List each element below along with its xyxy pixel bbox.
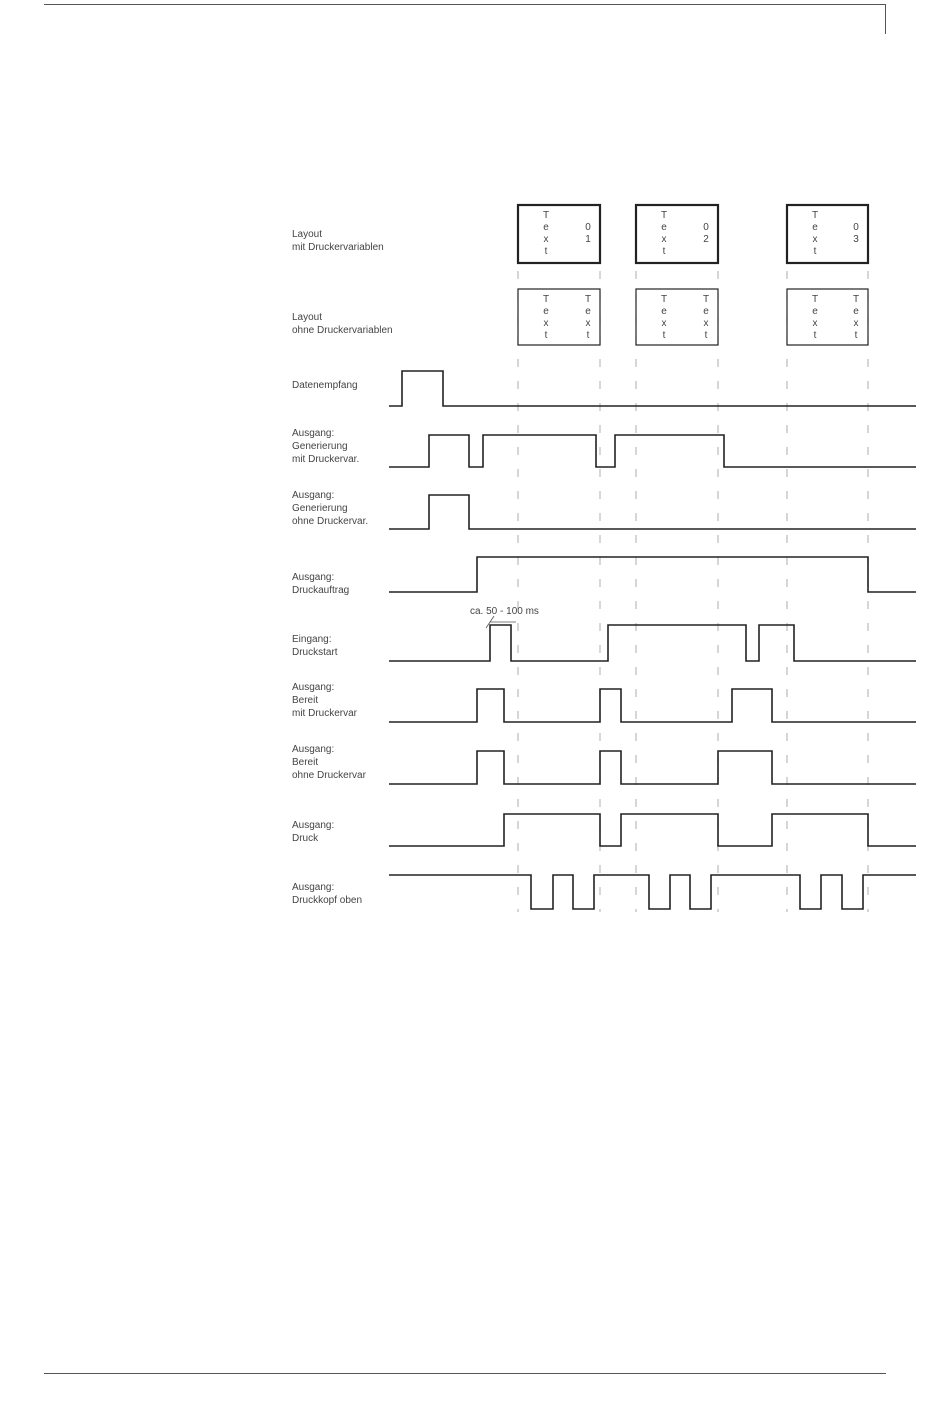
layout-box-without-vars-3-right-char-1: T: [852, 294, 860, 305]
layout-box-with-vars-3: [787, 205, 868, 263]
signal-generierung-mit-druckervar: [389, 435, 916, 467]
layout-box-with-vars-2-left-char-3: x: [661, 234, 667, 245]
row-label-10-line-2: Druck: [292, 833, 319, 844]
signal-generierung-ohne-druckervar: [389, 495, 916, 529]
signal-druck: [389, 814, 916, 846]
layout-box-with-vars-3-left-char-4: t: [813, 246, 817, 257]
signal-datenempfang: [389, 371, 916, 406]
layout-box-without-vars-3: [787, 289, 868, 345]
layout-box-without-vars-2-left-char-2: e: [661, 306, 667, 317]
row-label-8-line-2: Bereit: [292, 695, 319, 706]
row-label-4-line-1: Ausgang:: [292, 428, 335, 439]
layout-box-without-vars-1-right-char-2: e: [585, 306, 591, 317]
layout-box-with-vars-3-left-char-1: T: [811, 210, 819, 221]
row-label-7-line-1: Eingang:: [292, 634, 332, 645]
signal-waveforms: [389, 371, 916, 909]
layout-box-without-vars-1-left-char-3: x: [543, 318, 549, 329]
signal-bereit-mit-druckervar: [389, 689, 916, 722]
row-label-10-line-1: Ausgang:: [292, 820, 335, 831]
layout-box-without-vars-3-left-char-3: x: [812, 318, 818, 329]
layout-box-with-vars-1-left-char-4: t: [544, 246, 548, 257]
row-label-7-line-2: Druckstart: [292, 647, 338, 658]
row-label-6-line-2: Druckauftrag: [292, 585, 350, 596]
layout-box-without-vars-1: [518, 289, 600, 345]
layout-box-with-vars-2: [636, 205, 718, 263]
layout-box-with-vars-3-left-char-3: x: [812, 234, 818, 245]
layout-box-without-vars-1-left-char-4: t: [544, 330, 548, 341]
layout-box-without-vars-1-left-char-2: e: [543, 306, 549, 317]
row-label-1-line-1: Layout: [292, 229, 323, 240]
row-label-8-line-3: mit Druckervar: [292, 708, 358, 719]
row-label-4-line-3: mit Druckervar.: [292, 454, 360, 465]
layout-box-with-vars-3-right-char-1: 0: [853, 222, 859, 233]
timing-annotation-text: ca. 50 - 100 ms: [470, 606, 539, 617]
layout-box-without-vars-1-right-char-1: T: [584, 294, 592, 305]
row-label-9-line-3: ohne Druckervar: [292, 770, 366, 781]
signal-bereit-ohne-druckervar: [389, 751, 916, 784]
layout-box-without-vars-3-left-char-4: t: [813, 330, 817, 341]
row-label-2-line-1: Layout: [292, 312, 323, 323]
layout-box-with-vars-1-left-char-3: x: [543, 234, 549, 245]
layout-box-with-vars-2-left-char-4: t: [662, 246, 666, 257]
layout-box-without-vars-2-right-char-2: e: [703, 306, 709, 317]
row-label-3-line-1: Datenempfang: [292, 380, 358, 391]
row-label-5-line-3: ohne Druckervar.: [292, 516, 369, 527]
layout-box-without-vars-3-left-char-1: T: [811, 294, 819, 305]
layout-box-with-vars-2-right-char-2: 2: [703, 234, 709, 245]
signal-druckkopf-oben: [389, 875, 916, 909]
layout-box-without-vars-2-left-char-1: T: [660, 294, 668, 305]
layout-box-with-vars-2-left-char-1: T: [660, 210, 668, 221]
layout-box-without-vars-1-right-char-3: x: [585, 318, 591, 329]
row-label-9-line-2: Bereit: [292, 757, 319, 768]
row-label-6-line-1: Ausgang:: [292, 572, 335, 583]
layout-box-with-vars-1-left-char-1: T: [542, 210, 550, 221]
layout-boxes: [518, 205, 868, 345]
layout-box-without-vars-2-left-char-4: t: [662, 330, 666, 341]
layout-box-without-vars-2-left-char-3: x: [661, 318, 667, 329]
layout-box-without-vars-1-right-char-4: t: [586, 330, 590, 341]
layout-box-with-vars-1-right-char-2: 1: [585, 234, 591, 245]
layout-box-without-vars-3-left-char-2: e: [812, 306, 818, 317]
layout-box-with-vars-3-right-char-2: 3: [853, 234, 859, 245]
signal-druckstart: [389, 625, 916, 661]
layout-box-without-vars-2-right-char-4: t: [704, 330, 708, 341]
layout-box-with-vars-2-left-char-2: e: [661, 222, 667, 233]
layout-box-without-vars-2-right-char-1: T: [702, 294, 710, 305]
row-label-5-line-2: Generierung: [292, 503, 348, 514]
layout-box-without-vars-3-right-char-3: x: [853, 318, 859, 329]
layout-box-with-vars-1-left-char-2: e: [543, 222, 549, 233]
layout-box-with-vars-3-left-char-2: e: [812, 222, 818, 233]
signal-druckauftrag: [389, 557, 916, 592]
row-label-11-line-1: Ausgang:: [292, 882, 335, 893]
row-label-9-line-1: Ausgang:: [292, 744, 335, 755]
row-label-4-line-2: Generierung: [292, 441, 348, 452]
layout-box-without-vars-3-right-char-2: e: [853, 306, 859, 317]
row-label-1-line-2: mit Druckervariablen: [292, 242, 384, 253]
row-label-2-line-2: ohne Druckervariablen: [292, 325, 393, 336]
layout-box-without-vars-1-left-char-1: T: [542, 294, 550, 305]
layout-box-with-vars-1: [518, 205, 600, 263]
layout-box-with-vars-2-right-char-1: 0: [703, 222, 709, 233]
row-label-8-line-1: Ausgang:: [292, 682, 335, 693]
row-label-11-line-2: Druckkopf oben: [292, 895, 363, 906]
row-label-5-line-1: Ausgang:: [292, 490, 335, 501]
layout-box-without-vars-2: [636, 289, 718, 345]
layout-box-with-vars-1-right-char-1: 0: [585, 222, 591, 233]
layout-box-without-vars-2-right-char-3: x: [703, 318, 709, 329]
row-labels: [292, 229, 393, 906]
layout-box-without-vars-3-right-char-4: t: [854, 330, 858, 341]
